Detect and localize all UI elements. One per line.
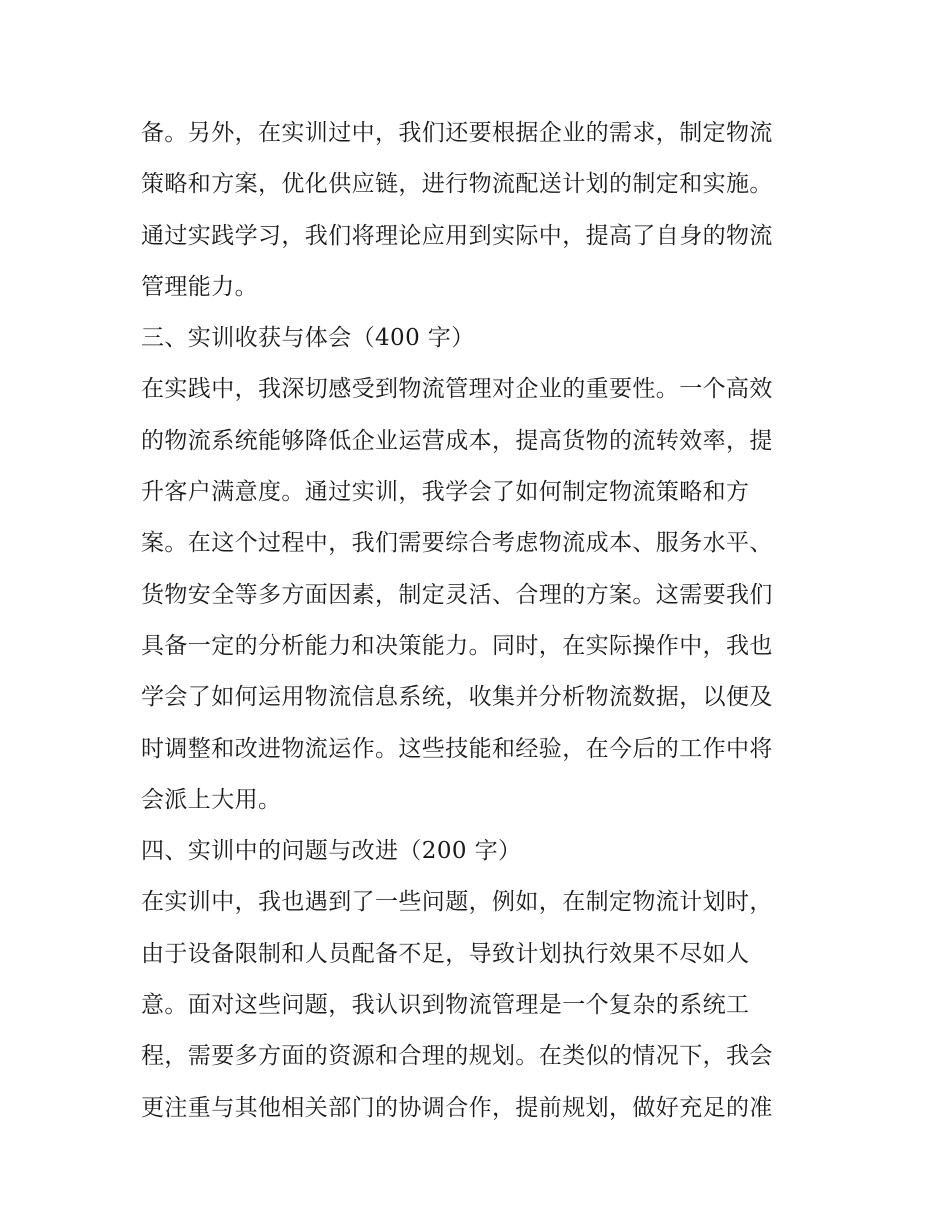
text-line-section-4: 在实训中，我也遇到了一些问题，例如，在制定物流计划时，	[141, 889, 773, 916]
text-line-section-3: 升客户满意度。通过实训，我学会了如何制定物流策略和方	[141, 479, 750, 506]
text-line-section-3: 案。在这个过程中，我们需要综合考虑物流成本、服务水平、	[141, 530, 773, 557]
text-line-paragraph-continuation: 通过实践学习，我们将理论应用到实际中，提高了自身的物流	[141, 222, 773, 249]
text-line-section-4: 意。面对这些问题，我认识到物流管理是一个复杂的系统工	[141, 992, 750, 1019]
text-line-section-3: 的物流系统能够降低企业运营成本，提高货物的流转效率，提	[141, 427, 773, 454]
text-line-section-3: 在实践中，我深切感受到物流管理对企业的重要性。一个高效	[141, 376, 773, 403]
text-line-section-3: 学会了如何运用物流信息系统，收集并分析物流数据，以便及	[141, 684, 773, 711]
text-line-section-3: 具备一定的分析能力和决策能力。同时，在实际操作中，我也	[141, 632, 773, 659]
text-line-paragraph-continuation: 管理能力。	[141, 273, 258, 300]
text-line-section-4: 由于设备限制和人员配备不足，导致计划执行效果不尽如人	[141, 940, 750, 967]
text-line-section-4: 更注重与其他相关部门的协调合作，提前规划，做好充足的准	[141, 1094, 773, 1121]
section-heading-4: 四、实训中的问题与改进（200 字）	[141, 838, 522, 865]
body-text	[141, 108, 821, 1134]
text-line-section-4: 程，需要多方面的资源和合理的规划。在类似的情况下，我会	[141, 1043, 773, 1070]
text-line-paragraph-continuation: 备。另外，在实训过中，我们还要根据企业的需求，制定物流	[141, 120, 773, 146]
text-line-section-3: 会派上大用。	[141, 786, 282, 813]
section-heading-3: 三、实训收获与体会（400 字）	[141, 325, 475, 352]
text-line-section-3: 货物安全等多方面因素，制定灵活、合理的方案。这需要我们	[141, 581, 773, 608]
text-line-section-3: 时调整和改进物流运作。这些技能和经验，在今后的工作中将	[141, 735, 773, 762]
text-line-paragraph-continuation: 策略和方案，优化供应链，进行物流配送计划的制定和实施。	[141, 171, 773, 198]
